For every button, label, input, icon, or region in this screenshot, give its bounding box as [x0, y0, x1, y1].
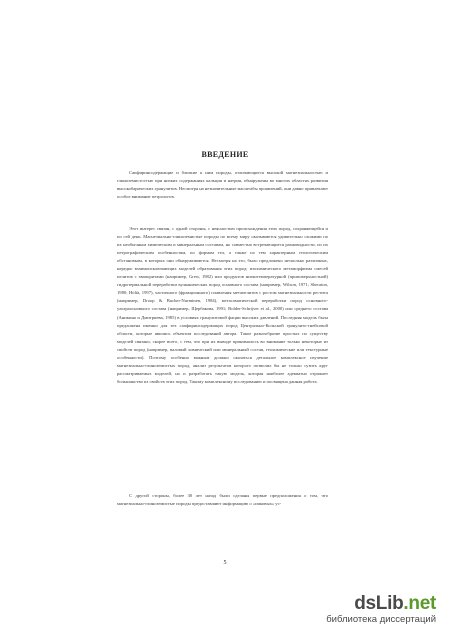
paragraph-3: С другой стороны, более 30 лет назад были сделаны первые предположения о том, что магнезиально-глиноземистые породы предоставляют информацию о «пиковых» ус-: [117, 493, 328, 507]
watermark-subtitle: библиотека диссертаций: [326, 614, 436, 625]
body-text-3: [117, 492, 328, 508]
watermark-brand-suffix: .net: [403, 593, 436, 614]
watermark-logo: [276, 594, 436, 626]
paragraph-2: Этот интерес связан, с одной стороны, с неясностью происхождения этих пород, сохраняющейся и по сей день. Магнезиально-глиноземистые породы по всему миру оказываются удивительно схожими по их необычным химическим и минеральным составам, но совместно встречающиеся разновидности, по их петрографическим особенностям, по формам тел, а также по тем характерным геологическим обстановкам, в которых они обнаруживаются. Несмотря на это, было предложено несколько различных, нередко взаимоисключающих моделей образования этих пород: изохимического метаморфизма смесей пелитов с эвапоритами (например, Grew, 1982) или продуктов низкотемпературной (приповерхностной) гидротермальной переработки вулканических пород основного состава (например, Wilson, 1971; Sheraton, 1980; Höltä, 1997), частичного (фракционного) плавления метапелитов с ростом магнезиальности рестита (например, Droop & Bucher-Nurminen, 1984), метасоматической переработки пород основного-ультраосновного состава (например, Щербакова, 1991; Bolder-Schrijver et al., 2000) или среднего состава (Аникина и Дмитриева, 1985) в условиях гранулитовой фации высоких давлений. Последняя модель была предложена именно для тех сапфиринсодержащих пород Центрально-Кольской гранулито-гнейсовой области, которые явились объектом исследований автора. Такое разнообразие простых по существу моделей связано, скорее всего, с тем, что при их выводе принималось во внимание только некоторые из свойств пород (например, валовый химический или минеральный состав, геохимические или текстурные особенности). Поэтому особенно важным должно оказаться детальное комплексное изучение магнезиально-глиноземистых пород, анализ результатов которого позволил бы не только сузить круг рассматриваемых моделей, но и разработать такую модель, которая наиболее адекватно отражает большинство из свойств этих пород. Такому комплексному исследованию и посвящена данная работа.: [117, 226, 328, 384]
watermark-brand-prefix: dsLib: [354, 593, 404, 614]
paragraph-1: Сапфиринсодержащие и близкие к ним породы, отличающиеся высокой магнезиальностью и глиноземистостью при низких содержаниях кальция и натрия, обнаружены во многих областях развития высокобарических гранулитов. Несмотря на незначительные масштабы проявлений, они давно привлекают особое внимание петрологов.: [117, 170, 328, 200]
body-text: [117, 169, 328, 201]
page-title: ВВЕДЕНИЕ: [201, 150, 249, 159]
body-text-2: [117, 225, 328, 386]
watermark-brand: [276, 594, 436, 614]
page-number: 5: [223, 560, 227, 566]
